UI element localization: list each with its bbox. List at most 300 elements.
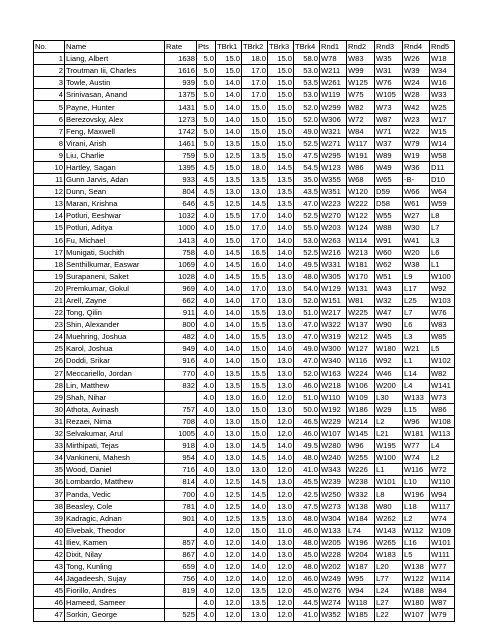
- cell-tbrk3: 13.0: [268, 367, 294, 379]
- cell-tbrk3: 12.0: [268, 585, 294, 597]
- cell-pts: 4.0: [197, 403, 216, 415]
- cell-rnd2: W84: [347, 125, 375, 137]
- cell-rnd3: L24: [375, 585, 403, 597]
- cell-tbrk2: 17.0: [242, 77, 268, 89]
- cell-tbrk1: 13.0: [216, 452, 242, 464]
- cell-rate: 1273: [165, 113, 197, 125]
- cell-rnd3: L77: [375, 573, 403, 585]
- cell-no: 7: [34, 125, 65, 137]
- cell-rate: 781: [165, 500, 197, 512]
- table-row: [34, 319, 455, 331]
- cell-rnd3: W31: [375, 65, 403, 77]
- cell-rnd3: D59: [375, 186, 403, 198]
- cell-tbrk3: 15.0: [268, 149, 294, 161]
- cell-rnd2: W137: [347, 319, 375, 331]
- cell-rnd3: L30: [375, 391, 403, 403]
- cell-no: 29: [34, 391, 65, 403]
- cell-rnd1: W300: [320, 343, 347, 355]
- cell-tbrk4: 46.0: [294, 524, 320, 536]
- cell-rnd5: W15: [430, 125, 455, 137]
- cell-rnd1: W229: [320, 415, 347, 427]
- cell-rnd1: W203: [320, 222, 347, 234]
- cell-tbrk4: 48.0: [294, 270, 320, 282]
- cell-no: 17: [34, 246, 65, 258]
- cell-tbrk4: 52.0: [294, 367, 320, 379]
- cell-name: Tong, Qilin: [65, 307, 165, 319]
- cell-tbrk2: 15.0: [242, 101, 268, 113]
- cell-no: 45: [34, 585, 65, 597]
- cell-pts: 4.0: [197, 512, 216, 524]
- cell-rnd1: W216: [320, 246, 347, 258]
- cell-tbrk2: 14.0: [242, 548, 268, 560]
- cell-name: Feng, Maxwell: [65, 125, 165, 137]
- cell-rnd4: W107: [403, 609, 430, 621]
- cell-rnd5: W94: [430, 488, 455, 500]
- cell-pts: 4.5: [197, 198, 216, 210]
- cell-tbrk3: 15.0: [268, 125, 294, 137]
- cell-rnd2: W109: [347, 391, 375, 403]
- cell-tbrk1: 12.0: [216, 573, 242, 585]
- cell-no: 46: [34, 597, 65, 609]
- table-row: [34, 379, 455, 391]
- cell-rnd2: W255: [347, 452, 375, 464]
- cell-no: 33: [34, 440, 65, 452]
- cell-rnd4: W181: [403, 428, 430, 440]
- cell-no: 24: [34, 331, 65, 343]
- cell-rnd4: W133: [403, 391, 430, 403]
- cell-rnd4: W28: [403, 89, 430, 101]
- cell-rnd3: W55: [375, 210, 403, 222]
- cell-tbrk2: 15.0: [242, 125, 268, 137]
- cell-tbrk4: 54.0: [294, 282, 320, 294]
- cell-tbrk1: 15.0: [216, 161, 242, 173]
- cell-rnd3: W65: [375, 174, 403, 186]
- table-row: [34, 222, 455, 234]
- cell-tbrk2: 14.0: [242, 536, 268, 548]
- cell-rnd2: W226: [347, 464, 375, 476]
- cell-tbrk3: 15.0: [268, 53, 294, 65]
- cell-tbrk3: 12.0: [268, 609, 294, 621]
- cell-no: 16: [34, 234, 65, 246]
- cell-pts: 4.0: [197, 524, 216, 536]
- cell-rate: 659: [165, 561, 197, 573]
- cell-rnd3: W262: [375, 512, 403, 524]
- cell-rnd2: W122: [347, 210, 375, 222]
- cell-no: 8: [34, 137, 65, 149]
- cell-rnd5: W59: [430, 198, 455, 210]
- cell-no: 37: [34, 488, 65, 500]
- cell-no: 40: [34, 524, 65, 536]
- cell-rnd2: W95: [347, 573, 375, 585]
- cell-rnd5: W111: [430, 548, 455, 560]
- cell-rnd5: W92: [430, 282, 455, 294]
- cell-rnd5: W103: [430, 294, 455, 306]
- cell-rnd5: W72: [430, 464, 455, 476]
- cell-rate: [165, 391, 197, 403]
- cell-name: Beasley, Cole: [65, 500, 165, 512]
- cell-pts: 5.0: [197, 65, 216, 77]
- cell-name: Towle, Austin: [65, 77, 165, 89]
- cell-tbrk4: 49.5: [294, 440, 320, 452]
- cell-rnd5: L6: [430, 246, 455, 258]
- cell-no: 14: [34, 210, 65, 222]
- table-row: [34, 270, 455, 282]
- cell-rnd1: W119: [320, 89, 347, 101]
- cell-rnd4: W196: [403, 488, 430, 500]
- cell-tbrk3: 12.0: [268, 415, 294, 427]
- cell-tbrk3: 13.0: [268, 355, 294, 367]
- cell-rnd4: L6: [403, 319, 430, 331]
- cell-tbrk1: 14.0: [216, 113, 242, 125]
- cell-rnd5: W82: [430, 367, 455, 379]
- cell-tbrk2: 17.0: [242, 222, 268, 234]
- cell-tbrk1: 13.0: [216, 403, 242, 415]
- cell-rnd4: W24: [403, 77, 430, 89]
- cell-tbrk4: 41.0: [294, 609, 320, 621]
- cell-tbrk2: 13.5: [242, 174, 268, 186]
- cell-tbrk3: 12.0: [268, 573, 294, 585]
- cell-pts: 4.0: [197, 415, 216, 427]
- cell-rnd4: L7: [403, 307, 430, 319]
- cell-tbrk2: 15.5: [242, 367, 268, 379]
- cell-rnd4: L2: [403, 512, 430, 524]
- cell-tbrk1: 12.0: [216, 585, 242, 597]
- cell-name: Premkumar, Gokul: [65, 282, 165, 294]
- cell-pts: 5.0: [197, 77, 216, 89]
- cell-tbrk1: 12.0: [216, 597, 242, 609]
- cell-rnd4: L1: [403, 355, 430, 367]
- cell-pts: 5.0: [197, 53, 216, 65]
- table-row: [34, 294, 455, 306]
- cell-rnd1: W228: [320, 548, 347, 560]
- cell-pts: 4.0: [197, 355, 216, 367]
- cell-tbrk4: 50.0: [294, 403, 320, 415]
- cell-name: Dunn, Sean: [65, 186, 165, 198]
- cell-tbrk2: 17.0: [242, 210, 268, 222]
- cell-rate: 804: [165, 186, 197, 198]
- cell-rnd5: W34: [430, 65, 455, 77]
- cell-rate: 716: [165, 464, 197, 476]
- cell-name: Vankineni, Mahesh: [65, 452, 165, 464]
- cell-rnd5: W58: [430, 149, 455, 161]
- cell-rate: 1028: [165, 270, 197, 282]
- cell-pts: 5.0: [197, 137, 216, 149]
- cell-tbrk1: 15.0: [216, 222, 242, 234]
- cell-tbrk1: 14.0: [216, 343, 242, 355]
- cell-rnd3: W43: [375, 282, 403, 294]
- cell-rnd4: W116: [403, 464, 430, 476]
- cell-rnd2: W138: [347, 500, 375, 512]
- cell-tbrk2: 14.0: [242, 561, 268, 573]
- cell-rnd4: W19: [403, 149, 430, 161]
- cell-rnd2: W81: [347, 294, 375, 306]
- cell-tbrk1: 15.0: [216, 65, 242, 77]
- cell-no: 39: [34, 512, 65, 524]
- cell-no: 10: [34, 161, 65, 173]
- cell-tbrk1: 13.0: [216, 440, 242, 452]
- cell-tbrk1: 13.0: [216, 186, 242, 198]
- cell-rnd3: D58: [375, 198, 403, 210]
- cell-tbrk3: 13.0: [268, 294, 294, 306]
- cell-no: 47: [34, 609, 65, 621]
- cell-rnd5: W110: [430, 476, 455, 488]
- cell-no: 3: [34, 77, 65, 89]
- cell-rate: 759: [165, 149, 197, 161]
- cell-tbrk4: 45.5: [294, 476, 320, 488]
- cell-rnd2: W212: [347, 331, 375, 343]
- cell-tbrk4: 52.5: [294, 137, 320, 149]
- cell-tbrk3: 13.0: [268, 319, 294, 331]
- cell-rate: 482: [165, 331, 197, 343]
- cell-rnd5: W77: [430, 561, 455, 573]
- cell-rnd4: W188: [403, 585, 430, 597]
- cell-rnd4: L4: [403, 379, 430, 391]
- cell-rnd3: W60: [375, 246, 403, 258]
- cell-rnd1: W273: [320, 500, 347, 512]
- cell-tbrk3: 13.0: [268, 331, 294, 343]
- cell-tbrk3: 12.0: [268, 597, 294, 609]
- cell-tbrk3: 15.0: [268, 101, 294, 113]
- cell-rnd2: W170: [347, 270, 375, 282]
- cell-rnd2: W106: [347, 379, 375, 391]
- cell-name: Munigati, Suchith: [65, 246, 165, 258]
- cell-tbrk4: 53.0: [294, 234, 320, 246]
- table-row: [34, 161, 455, 173]
- cell-tbrk1: 14.0: [216, 125, 242, 137]
- cell-pts: 4.5: [197, 186, 216, 198]
- cell-tbrk4: 47.0: [294, 198, 320, 210]
- cell-rnd2: W332: [347, 488, 375, 500]
- cell-tbrk3: 13.0: [268, 536, 294, 548]
- cell-rnd3: W37: [375, 137, 403, 149]
- cell-rnd2: W196: [347, 536, 375, 548]
- column-header-pts: Pts: [197, 41, 216, 53]
- cell-rnd4: L18: [403, 500, 430, 512]
- cell-pts: 4.0: [197, 452, 216, 464]
- cell-rnd3: W29: [375, 403, 403, 415]
- cell-tbrk3: 13.0: [268, 548, 294, 560]
- cell-tbrk4: 46.5: [294, 415, 320, 427]
- column-header-rnd5: Rnd5: [430, 41, 455, 53]
- cell-no: 19: [34, 270, 65, 282]
- cell-rate: 1000: [165, 222, 197, 234]
- cell-tbrk4: 58.0: [294, 53, 320, 65]
- cell-rnd4: W66: [403, 186, 430, 198]
- cell-rate: 918: [165, 440, 197, 452]
- table-row: [34, 77, 455, 89]
- cell-no: 13: [34, 198, 65, 210]
- cell-rnd2: W124: [347, 222, 375, 234]
- cell-pts: 4.0: [197, 234, 216, 246]
- cell-pts: 4.0: [197, 573, 216, 585]
- cell-tbrk1: 14.0: [216, 282, 242, 294]
- cell-tbrk1: 14.0: [216, 307, 242, 319]
- cell-rnd3: W180: [375, 343, 403, 355]
- cell-rnd4: L16: [403, 536, 430, 548]
- cell-rnd5: W108: [430, 415, 455, 427]
- cell-tbrk1: 13.5: [216, 367, 242, 379]
- cell-tbrk4: 51.0: [294, 307, 320, 319]
- table-row: [34, 210, 455, 222]
- cell-tbrk1: 12.0: [216, 524, 242, 536]
- cell-rnd1: W129: [320, 282, 347, 294]
- cell-rnd3: W62: [375, 258, 403, 270]
- cell-rnd1: W304: [320, 512, 347, 524]
- cell-rnd1: W240: [320, 452, 347, 464]
- cell-rnd2: W185: [347, 609, 375, 621]
- cell-tbrk3: 13.0: [268, 282, 294, 294]
- cell-tbrk3: 13.5: [268, 186, 294, 198]
- cell-tbrk2: 17.0: [242, 234, 268, 246]
- cell-no: 25: [34, 343, 65, 355]
- cell-pts: 4.0: [197, 246, 216, 258]
- cell-rnd4: W27: [403, 210, 430, 222]
- cell-rnd4: W74: [403, 452, 430, 464]
- cell-name: Surapaneni, Saket: [65, 270, 165, 282]
- cell-tbrk1: 13.0: [216, 391, 242, 403]
- cell-name: Maran, Krishna: [65, 198, 165, 210]
- cell-tbrk3: 12.0: [268, 391, 294, 403]
- column-header-rnd4: Rnd4: [403, 41, 430, 53]
- cell-no: 31: [34, 415, 65, 427]
- cell-tbrk1: 14.0: [216, 294, 242, 306]
- cell-name: Mirthipati, Tejas: [65, 440, 165, 452]
- cell-rnd2: W94: [347, 585, 375, 597]
- cell-rnd3: W71: [375, 125, 403, 137]
- cell-rnd3: W91: [375, 234, 403, 246]
- cell-name: Fu, Michael: [65, 234, 165, 246]
- cell-tbrk4: 41.0: [294, 464, 320, 476]
- cell-tbrk2: 14.0: [242, 573, 268, 585]
- cell-pts: 4.0: [197, 609, 216, 621]
- cell-tbrk2: 14.5: [242, 476, 268, 488]
- cell-rnd2: W68: [347, 174, 375, 186]
- cell-rate: 1742: [165, 125, 197, 137]
- cell-rnd3: W45: [375, 331, 403, 343]
- cell-tbrk3: 13.0: [268, 500, 294, 512]
- cell-rate: 700: [165, 488, 197, 500]
- cell-tbrk1: 14.0: [216, 355, 242, 367]
- cell-rnd3: W105: [375, 89, 403, 101]
- cell-rnd3: L2: [375, 415, 403, 427]
- cell-tbrk2: 14.0: [242, 500, 268, 512]
- cell-tbrk1: 12.5: [216, 512, 242, 524]
- cell-rnd5: W83: [430, 319, 455, 331]
- column-header-rate: Rate: [165, 41, 197, 53]
- cell-pts: 4.0: [197, 294, 216, 306]
- cell-rnd2: W114: [347, 234, 375, 246]
- cell-rnd1: W299: [320, 101, 347, 113]
- table-row: [34, 488, 455, 500]
- cell-no: 26: [34, 355, 65, 367]
- cell-rnd1: W110: [320, 391, 347, 403]
- table-row: [34, 65, 455, 77]
- cell-tbrk4: 42.5: [294, 488, 320, 500]
- cell-name: Liang, Albert: [65, 53, 165, 65]
- table-row: [34, 452, 455, 464]
- cell-tbrk4: 43.5: [294, 186, 320, 198]
- cell-tbrk3: 14.0: [268, 452, 294, 464]
- cell-rnd1: W217: [320, 307, 347, 319]
- cell-no: 44: [34, 573, 65, 585]
- cell-tbrk4: 35.0: [294, 174, 320, 186]
- cell-no: 15: [34, 222, 65, 234]
- cell-no: 2: [34, 65, 65, 77]
- cell-rnd1: W261: [320, 77, 347, 89]
- cell-rnd2: W191: [347, 149, 375, 161]
- cell-pts: 4.0: [197, 391, 216, 403]
- cell-tbrk4: 47.5: [294, 149, 320, 161]
- table-row: [34, 476, 455, 488]
- cell-pts: 5.0: [197, 149, 216, 161]
- table-row: [34, 403, 455, 415]
- cell-tbrk3: 14.0: [268, 222, 294, 234]
- cell-rnd4: W42: [403, 101, 430, 113]
- cell-pts: 4.0: [197, 440, 216, 452]
- cell-rnd1: W305: [320, 270, 347, 282]
- column-header-rnd3: Rnd3: [375, 41, 403, 53]
- table-row: [34, 415, 455, 427]
- cell-rnd2: W238: [347, 476, 375, 488]
- cell-pts: 4.0: [197, 585, 216, 597]
- table-row: [34, 137, 455, 149]
- cell-tbrk1: 12.0: [216, 548, 242, 560]
- cell-rnd3: W76: [375, 77, 403, 89]
- table-row: [34, 282, 455, 294]
- cell-name: Meccariello, Jordan: [65, 367, 165, 379]
- cell-tbrk4: 47.0: [294, 355, 320, 367]
- cell-rnd5: W86: [430, 403, 455, 415]
- cell-rnd1: W322: [320, 319, 347, 331]
- cell-tbrk1: 14.5: [216, 258, 242, 270]
- cell-name: Athota, Avinash: [65, 403, 165, 415]
- cell-rnd3: W143: [375, 524, 403, 536]
- cell-rnd3: W200: [375, 379, 403, 391]
- cell-tbrk4: 44.5: [294, 597, 320, 609]
- cell-tbrk3: 12.0: [268, 561, 294, 573]
- cell-tbrk1: 12.5: [216, 198, 242, 210]
- table-row: [34, 573, 455, 585]
- cell-rnd3: W89: [375, 149, 403, 161]
- table-row: [34, 101, 455, 113]
- cell-pts: 4.0: [197, 367, 216, 379]
- cell-name: Doddi, Srikar: [65, 355, 165, 367]
- cell-rnd2: W213: [347, 246, 375, 258]
- cell-rnd3: W92: [375, 355, 403, 367]
- cell-rnd2: W86: [347, 161, 375, 173]
- cell-no: 5: [34, 101, 65, 113]
- cell-tbrk1: 14.5: [216, 270, 242, 282]
- cell-name: Sorkin, George: [65, 609, 165, 621]
- cell-name: Karol, Joshua: [65, 343, 165, 355]
- cell-name: Panda, Vedic: [65, 488, 165, 500]
- cell-tbrk4: 48.0: [294, 452, 320, 464]
- cell-tbrk2: 16.0: [242, 258, 268, 270]
- cell-tbrk1: 12.5: [216, 476, 242, 488]
- cell-tbrk1: 13.0: [216, 415, 242, 427]
- cell-tbrk3: 14.0: [268, 210, 294, 222]
- cell-rnd5: L1: [430, 258, 455, 270]
- cell-tbrk3: 15.0: [268, 137, 294, 149]
- cell-rnd1: W218: [320, 379, 347, 391]
- cell-rnd1: W331: [320, 258, 347, 270]
- cell-pts: 4.0: [197, 210, 216, 222]
- cell-rnd2: W75: [347, 89, 375, 101]
- cell-rnd2: W187: [347, 561, 375, 573]
- cell-tbrk2: 15.0: [242, 343, 268, 355]
- cell-tbrk4: 49.5: [294, 258, 320, 270]
- cell-rate: 1461: [165, 137, 197, 149]
